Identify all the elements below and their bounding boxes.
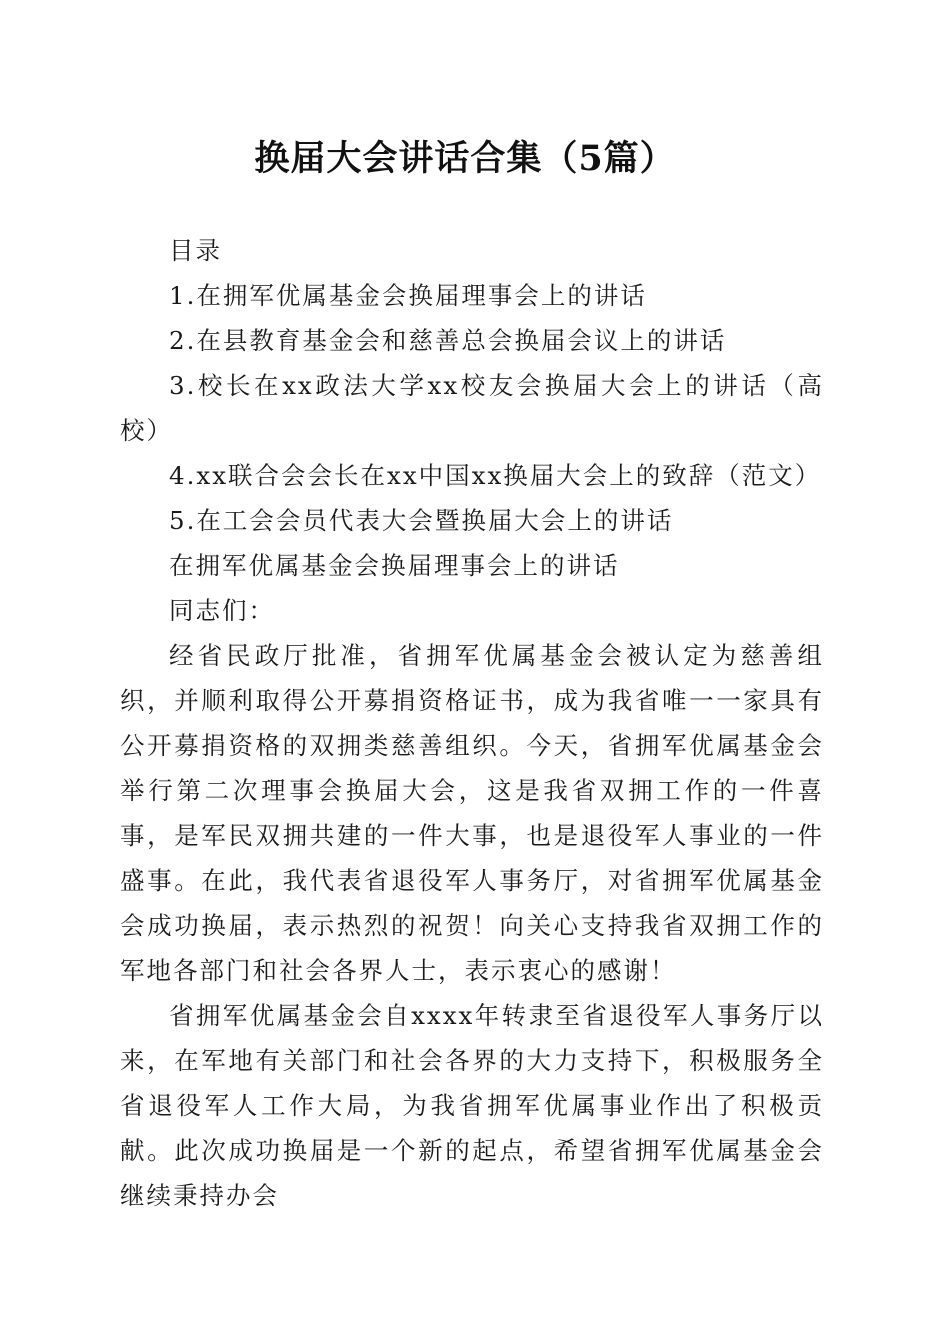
document-body	[120, 228, 824, 1218]
section-title: 在拥军优属基金会换届理事会上的讲话	[169, 551, 620, 580]
toc-item-2: 2.在县教育基金会和慈善总会换届会议上的讲话	[169, 326, 727, 355]
toc-item-3: 3.校长在xx政法大学xx校友会换届大会上的讲话（高校）	[120, 371, 824, 445]
toc-heading: 目录	[169, 236, 222, 265]
toc-item-5: 5.在工会会员代表大会暨换届大会上的讲话	[169, 506, 674, 535]
salutation: 同志们：	[169, 596, 275, 625]
body-paragraph-1: 经省民政厅批准，省拥军优属基金会被认定为慈善组织，并顺利取得公开募捐资格证书，成为我省唯一一家具有公开募捐资格的双拥类慈善组织。今天，省拥军优属基金会举行第二次理事会换届大会，这是我省双拥工作的一件喜事，是军民双拥共建的一件大事，也是退役军人事业的一件盛事。在此，我代表省退役军人事务厅，对省拥军优属基金会成功换届，表示热烈的祝贺！向关心支持我省双拥工作的军地各部门和社会各界人士，表示衷心的感谢！	[120, 641, 824, 985]
toc-item-1: 1.在拥军优属基金会换届理事会上的讲话	[169, 281, 647, 310]
toc-item-4: 4.xx联合会会长在xx中国xx换届大会上的致辞（范文）	[169, 461, 822, 490]
document-title: 换届大会讲话合集（5篇）	[254, 138, 676, 179]
body-paragraph-2: 省拥军优属基金会自xxxx年转隶至省退役军人事务厅以来，在军地有关部门和社会各界的大力支持下，积极服务全省退役军人工作大局，为我省拥军优属事业作出了积极贡献。此次成功换届是一个新的起点，希望省拥军优属基金会继续秉持办会	[120, 1001, 824, 1210]
